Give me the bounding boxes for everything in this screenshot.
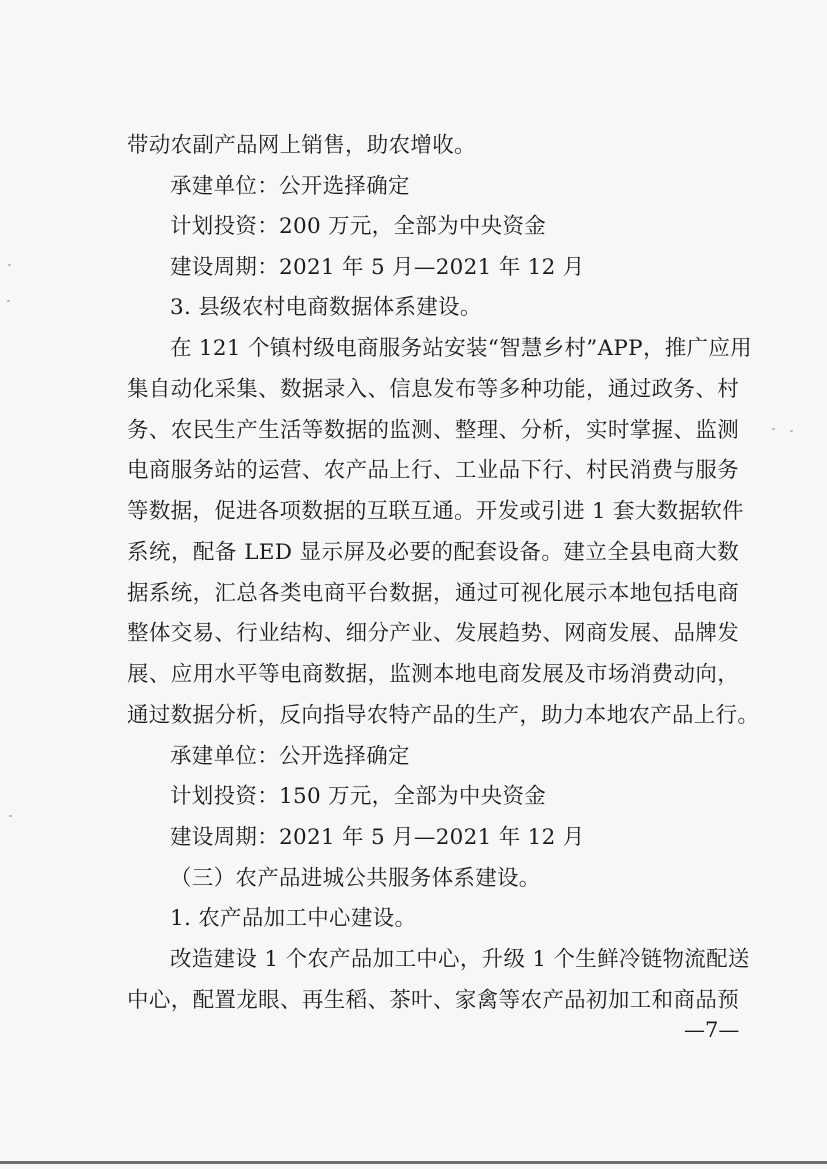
section-heading-1: 1. 农产品加工中心建设。 xyxy=(170,906,417,931)
scan-speck xyxy=(7,300,10,302)
paragraph-line: 改造建设 1 个农产品加工中心，升级 1 个生鲜冷链物流配送 xyxy=(170,947,750,972)
paragraph-line: 在 121 个镇村级电商服务站安装“智慧乡村”APP，推广应用 xyxy=(170,336,752,361)
paragraph-line: 系统，配备 LED 显示屏及必要的配套设备。建立全县电商大数 xyxy=(127,540,739,565)
paragraph-line: 等数据，促进各项数据的互联互通。开发或引进 1 套大数据软件 xyxy=(127,499,744,524)
scan-speck xyxy=(790,430,793,432)
paragraph-line: 集自动化采集、数据录入、信息发布等多种功能，通过政务、村 xyxy=(127,377,739,402)
paragraph-line: 整体交易、行业结构、细分产业、发展趋势、网商发展、品牌发 xyxy=(127,621,739,646)
scan-speck xyxy=(8,264,11,266)
period-line: 建设周期：2021 年 5 月—2021 年 12 月 xyxy=(170,825,585,850)
paragraph-line: 据系统，汇总各类电商平台数据，通过可视化展示本地包括电商 xyxy=(127,581,739,606)
contractor-line: 承建单位：公开选择确定 xyxy=(170,744,410,769)
period-line: 建设周期：2021 年 5 月—2021 年 12 月 xyxy=(170,255,585,280)
scan-speck xyxy=(772,428,775,430)
section-heading-three: （三）农产品进城公共服务体系建设。 xyxy=(170,866,541,891)
paragraph-line: 电商服务站的运营、农产品上行、工业品下行、村民消费与服务 xyxy=(127,458,739,483)
contractor-line: 承建单位：公开选择确定 xyxy=(170,174,410,199)
investment-line: 计划投资：200 万元，全部为中央资金 xyxy=(170,214,547,239)
paragraph-line: 通过数据分析，反向指导农特产品的生产，助力本地农产品上行。 xyxy=(127,703,760,728)
section-heading-3: 3. 县级农村电商数据体系建设。 xyxy=(170,295,482,320)
page-number: —7— xyxy=(684,1018,740,1042)
paragraph-line: 中心，配置龙眼、再生稻、茶叶、家禽等农产品初加工和商品预 xyxy=(127,988,739,1013)
scan-bottom-edge xyxy=(0,1161,827,1164)
investment-line: 计划投资：150 万元，全部为中央资金 xyxy=(170,784,547,809)
paragraph-line: 务、农民生产生活等数据的监测、整理、分析，实时掌握、监测 xyxy=(127,418,739,443)
scan-speck xyxy=(9,815,12,817)
text-line-continuation: 带动农副产品网上销售，助农增收。 xyxy=(127,133,476,158)
paragraph-line: 展、应用水平等电商数据，监测本地电商发展及市场消费动向， xyxy=(127,662,739,687)
